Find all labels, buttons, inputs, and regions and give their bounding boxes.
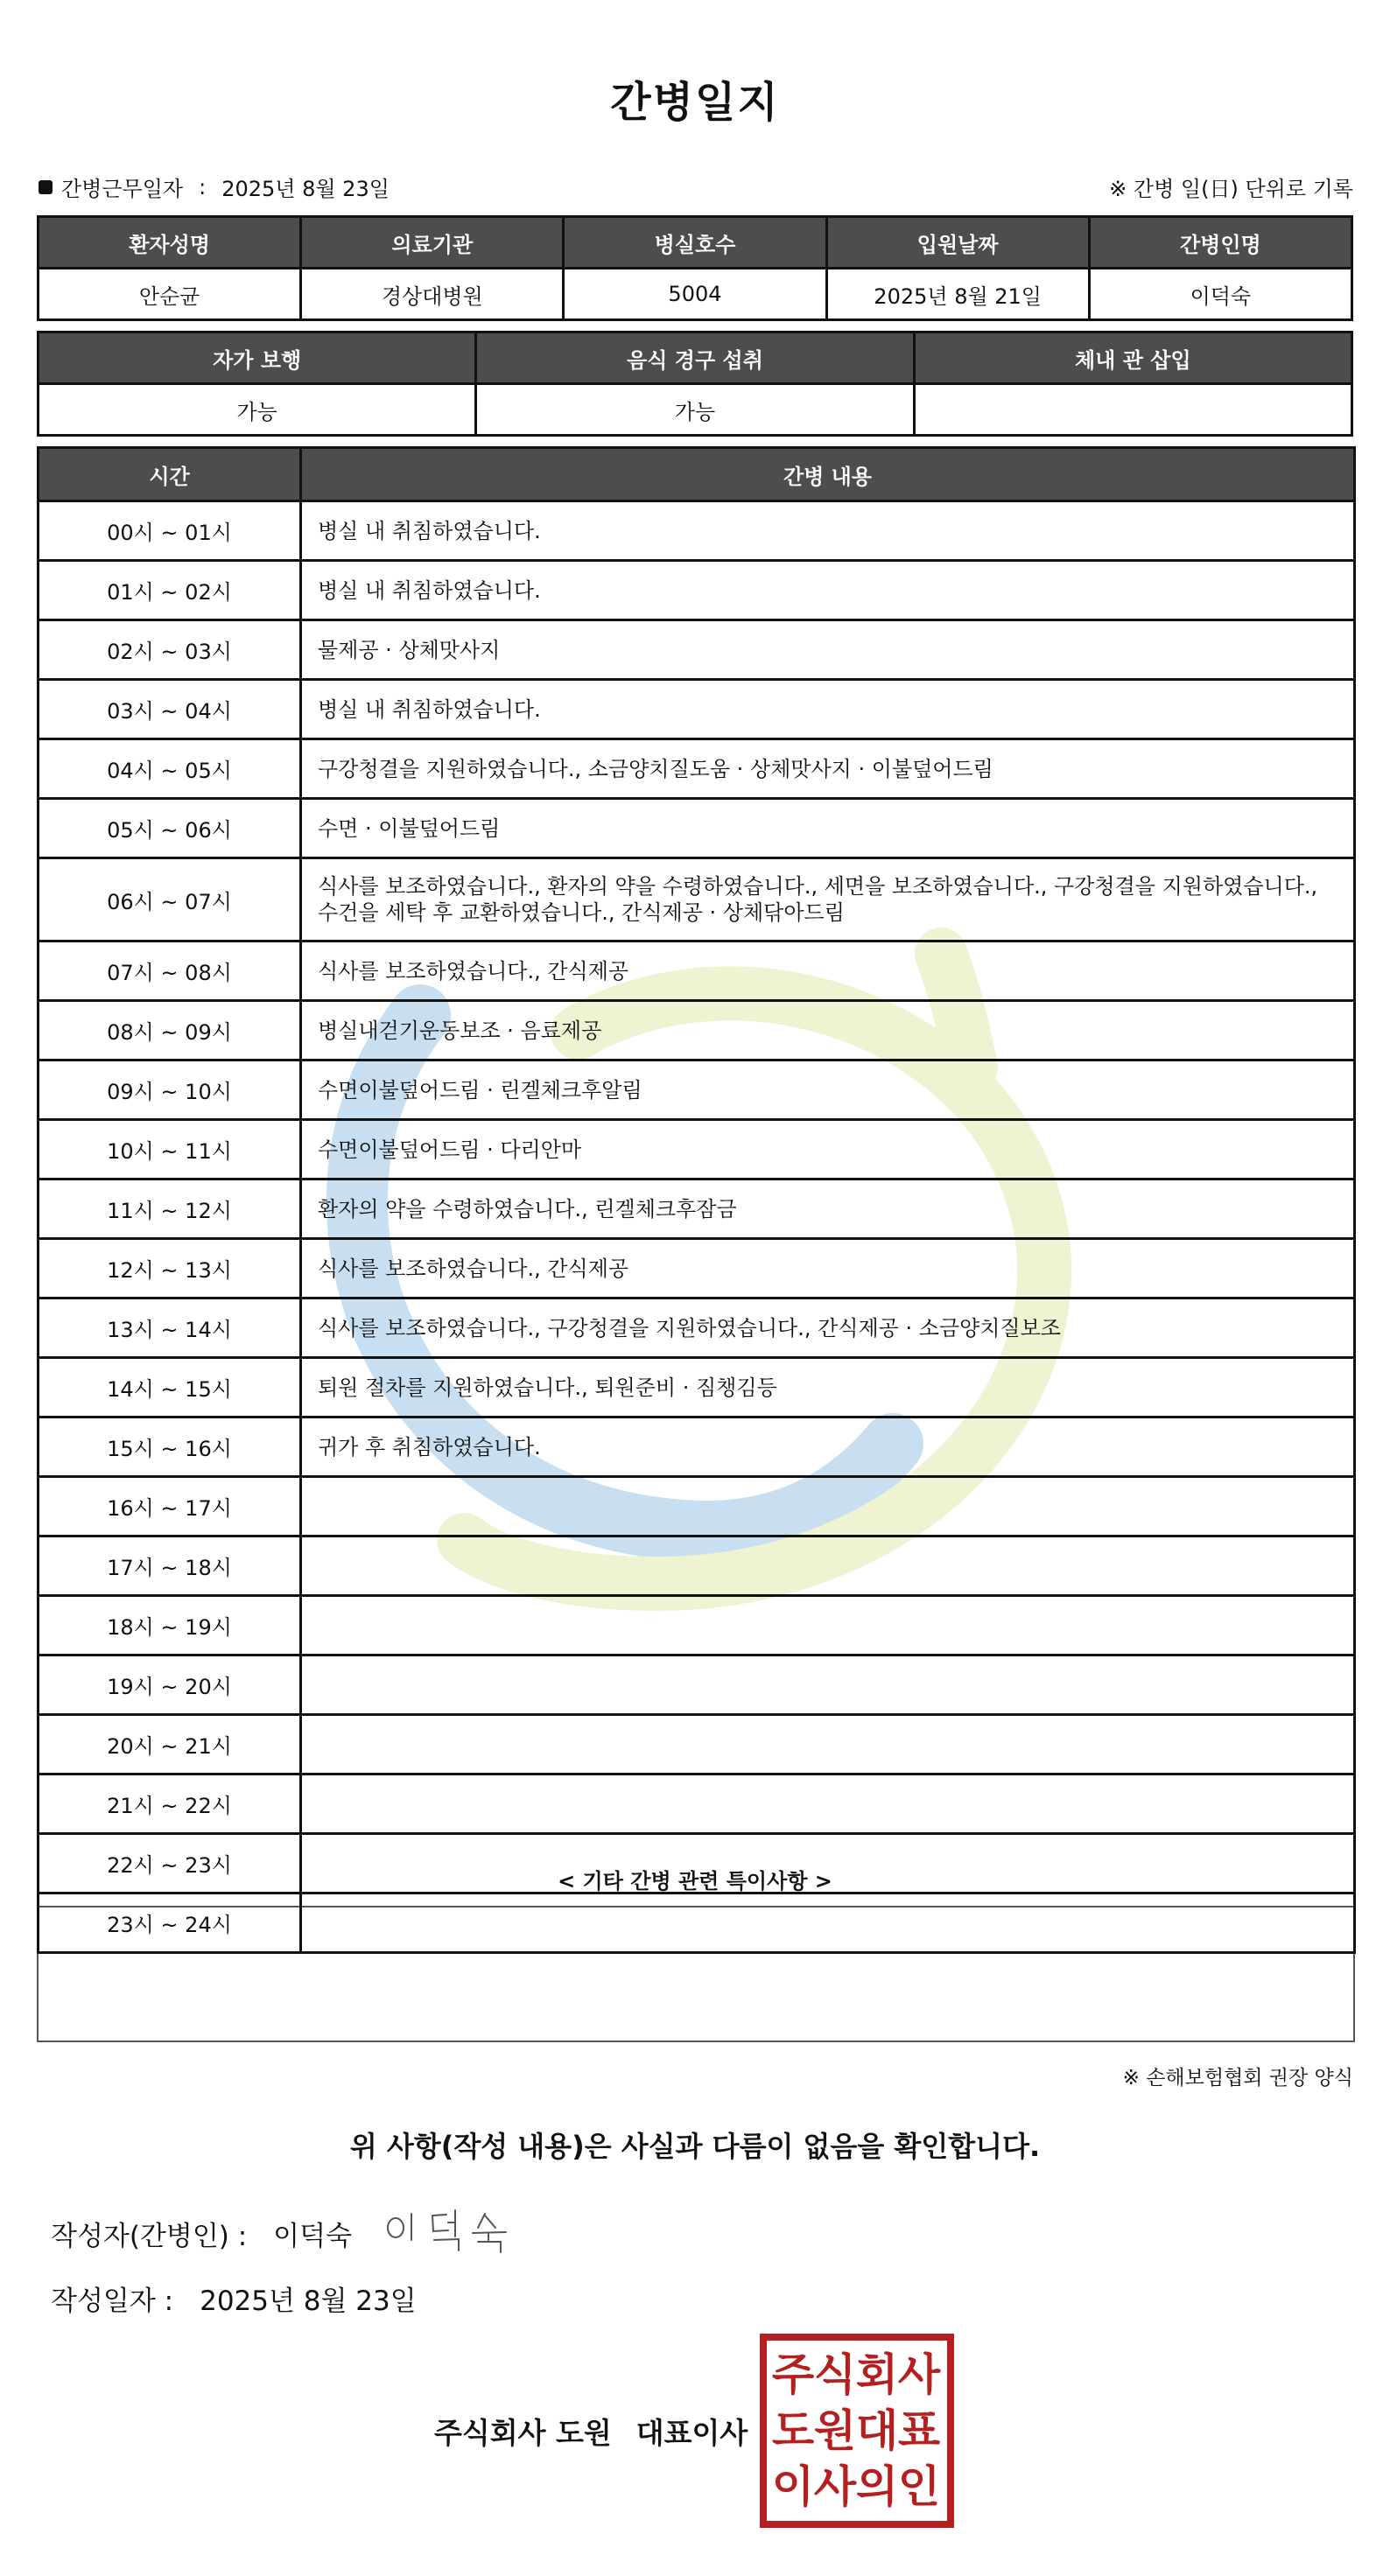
patient-ability-table	[37, 331, 1353, 437]
room-number-value: 5004	[564, 269, 826, 320]
unit-note: ※ 간병 일(日) 단위로 기록	[1109, 177, 1353, 201]
svg-text:도: 도	[771, 2405, 815, 2456]
patient-name-header: 환자성명	[39, 217, 301, 269]
patient-info-value-row	[39, 269, 1352, 320]
log-time: 17시 ~ 18시	[39, 1536, 301, 1596]
log-content: 병실 내 취침하였습니다.	[301, 561, 1355, 620]
svg-text:인: 인	[897, 2461, 941, 2512]
log-content	[301, 1656, 1355, 1715]
oral-intake-header: 음식 경구 섭취	[476, 332, 914, 384]
log-content: 물제공 · 상체맛사지	[301, 620, 1355, 680]
log-row	[39, 1596, 1355, 1656]
work-date-separator: :	[199, 174, 207, 200]
log-content: 식사를 보조하였습니다., 구강청결을 지원하였습니다., 간식제공 · 소금양치질보조	[301, 1298, 1355, 1358]
log-time: 04시 ~ 05시	[39, 739, 301, 799]
log-row	[39, 1239, 1355, 1298]
log-content	[301, 1477, 1355, 1536]
log-content: 식사를 보조하였습니다., 간식제공	[301, 942, 1355, 1001]
log-row	[39, 799, 1355, 858]
caregiver-name-header: 간병인명	[1089, 217, 1351, 269]
self-walking-header: 자가 보행	[39, 332, 476, 384]
bullet-icon	[39, 180, 53, 194]
log-time: 09시 ~ 10시	[39, 1060, 301, 1120]
writer-line	[51, 2214, 352, 2253]
log-time: 18시 ~ 19시	[39, 1596, 301, 1656]
log-content: 병실 내 취침하였습니다.	[301, 680, 1355, 739]
log-content: 수면이불덮어드림 · 다리안마	[301, 1120, 1355, 1180]
svg-text:의: 의	[855, 2461, 899, 2512]
special-notes-title: < 기타 간병 관련 특이사항 >	[558, 1869, 832, 1894]
log-time: 23시 ~ 24시	[39, 1894, 301, 1953]
hospital-value: 경상대병원	[301, 269, 564, 320]
caregiver-name-value: 이덕숙	[1089, 269, 1351, 320]
log-row	[39, 1774, 1355, 1834]
svg-text:사: 사	[813, 2461, 857, 2512]
company-name: 주식회사 도원	[434, 2416, 612, 2450]
log-row	[39, 1120, 1355, 1180]
form-source-note: ※ 손해보험협회 권장 양식	[1122, 2067, 1353, 2090]
tube-insertion-header: 체내 관 삽입	[914, 332, 1351, 384]
log-content: 구강청결을 지원하였습니다., 소금양치질도움 · 상체맛사지 · 이불덮어드림	[301, 739, 1355, 799]
log-time: 01시 ~ 02시	[39, 561, 301, 620]
handwritten-signature	[382, 2202, 522, 2258]
patient-info-table	[37, 215, 1353, 321]
writer-name: 이덕숙	[273, 2221, 353, 2252]
log-row	[39, 1418, 1355, 1477]
admission-date-value: 2025년 8월 21일	[826, 269, 1089, 320]
log-time: 20시 ~ 21시	[39, 1715, 301, 1774]
log-row	[39, 1536, 1355, 1596]
written-date-line	[51, 2278, 417, 2318]
room-number-header: 병실호수	[564, 217, 826, 269]
log-content	[301, 1774, 1355, 1834]
log-content	[301, 1715, 1355, 1774]
writer-label: 작성자(간병인) :	[51, 2221, 248, 2252]
log-time: 15시 ~ 16시	[39, 1418, 301, 1477]
tube-insertion-value	[914, 384, 1351, 436]
log-time: 21시 ~ 22시	[39, 1774, 301, 1834]
log-row	[39, 1060, 1355, 1120]
hourly-care-log-table	[37, 446, 1356, 1954]
written-date-label: 작성일자 :	[51, 2286, 174, 2317]
log-content: 수면 · 이불덮어드림	[301, 799, 1355, 858]
log-time: 03시 ~ 04시	[39, 680, 301, 739]
admission-date-header: 입원날짜	[826, 217, 1089, 269]
svg-text:회: 회	[855, 2349, 899, 2400]
confirmation-statement: 위 사항(작성 내용)은 사실과 다름이 없음을 확인합니다.	[349, 2130, 1041, 2163]
log-content: 귀가 후 취침하였습니다.	[301, 1418, 1355, 1477]
svg-text:주: 주	[771, 2349, 815, 2400]
patient-name-value: 안순균	[39, 269, 301, 320]
log-row	[39, 1180, 1355, 1239]
time-header: 시간	[39, 448, 301, 501]
patient-info-header-row	[39, 217, 1352, 269]
log-time: 11시 ~ 12시	[39, 1180, 301, 1239]
log-time: 19시 ~ 20시	[39, 1656, 301, 1715]
svg-text:식: 식	[813, 2349, 857, 2400]
log-row	[39, 620, 1355, 680]
log-time: 16시 ~ 17시	[39, 1477, 301, 1536]
company-role: 대표이사	[635, 2416, 748, 2450]
log-row	[39, 942, 1355, 1001]
ability-header-row	[39, 332, 1352, 384]
hospital-header: 의료기관	[301, 217, 564, 269]
log-content	[301, 1834, 1355, 1894]
log-row	[39, 1715, 1355, 1774]
log-time: 14시 ~ 15시	[39, 1358, 301, 1418]
care-content-header: 간병 내용	[301, 448, 1355, 501]
log-row	[39, 739, 1355, 799]
log-time: 12시 ~ 13시	[39, 1239, 301, 1298]
log-row	[39, 1358, 1355, 1418]
log-row	[39, 680, 1355, 739]
log-time: 06시 ~ 07시	[39, 858, 301, 942]
svg-text:이: 이	[771, 2461, 815, 2512]
log-content: 환자의 약을 수령하였습니다., 린겔체크후잠금	[301, 1180, 1355, 1239]
log-content: 식사를 보조하였습니다., 간식제공	[301, 1239, 1355, 1298]
work-date-label: 간병근무일자	[61, 177, 184, 201]
log-row	[39, 1834, 1355, 1894]
self-walking-value: 가능	[39, 384, 476, 436]
log-content: 퇴원 절차를 지원하였습니다., 퇴원준비 · 짐챙김등	[301, 1358, 1355, 1418]
company-seal-stamp	[758, 2332, 956, 2530]
log-content: 수면이불덮어드림 · 린겔체크후알림	[301, 1060, 1355, 1120]
log-time: 05시 ~ 06시	[39, 799, 301, 858]
work-date-value: 2025년 8월 23일	[221, 177, 390, 201]
log-time: 10시 ~ 11시	[39, 1120, 301, 1180]
written-date-value: 2025년 8월 23일	[200, 2286, 417, 2317]
log-row	[39, 858, 1355, 942]
log-content: 식사를 보조하였습니다., 환자의 약을 수령하였습니다., 세면을 보조하였습니다., 구강청결을 지원하였습니다., 수건을 세탁 후 교환하였습니다., 간식제공 · 상체닦아드림	[301, 858, 1355, 942]
log-row	[39, 1656, 1355, 1715]
company-signature-line	[434, 2411, 748, 2452]
log-content: 병실내걷기운동보조 · 음료제공	[301, 1001, 1355, 1060]
log-row	[39, 1477, 1355, 1536]
log-content	[301, 1536, 1355, 1596]
log-row	[39, 1001, 1355, 1060]
svg-text:표: 표	[897, 2405, 941, 2456]
log-time: 08시 ~ 09시	[39, 1001, 301, 1060]
log-row	[39, 561, 1355, 620]
log-time: 22시 ~ 23시	[39, 1834, 301, 1894]
work-date	[39, 172, 390, 202]
log-time: 02시 ~ 03시	[39, 620, 301, 680]
svg-text:원: 원	[813, 2405, 857, 2456]
log-row	[39, 1894, 1355, 1953]
ability-value-row	[39, 384, 1352, 436]
log-content	[301, 1894, 1355, 1953]
log-header-row	[39, 448, 1355, 501]
log-time: 00시 ~ 01시	[39, 501, 301, 561]
log-content: 병실 내 취침하였습니다.	[301, 501, 1355, 561]
svg-text:대: 대	[855, 2405, 899, 2456]
log-row	[39, 501, 1355, 561]
page-title: 간병일지	[610, 78, 780, 127]
oral-intake-value: 가능	[476, 384, 914, 436]
log-row	[39, 1298, 1355, 1358]
log-time: 13시 ~ 14시	[39, 1298, 301, 1358]
log-content	[301, 1596, 1355, 1656]
svg-text:사: 사	[897, 2349, 941, 2400]
log-time: 07시 ~ 08시	[39, 942, 301, 1001]
